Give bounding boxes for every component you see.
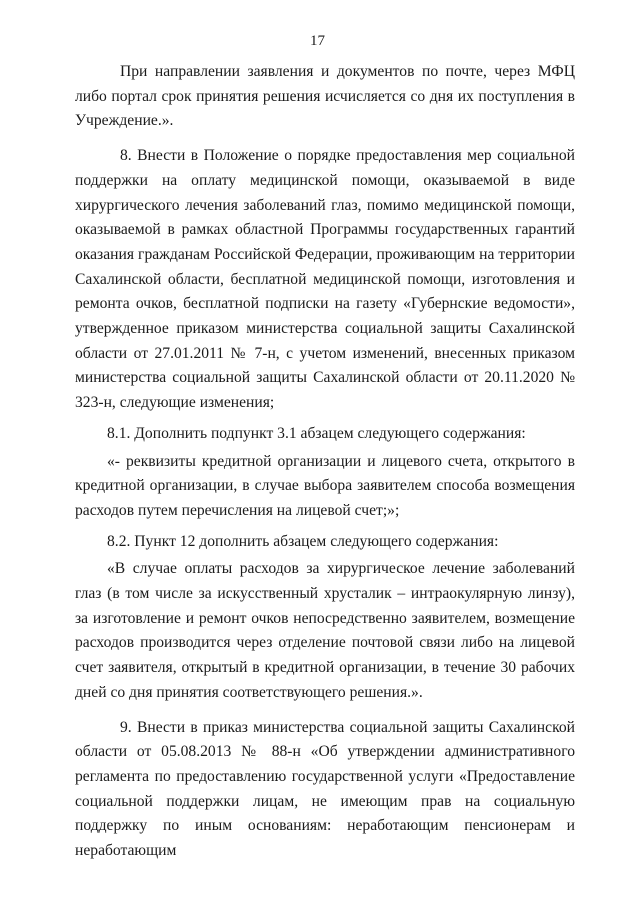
- paragraph-mfc-deadline: При направлении заявления и документов по почте, через МФЦ либо портал срок принятия решения исчисляется со дня их поступления в Учреждение.».: [75, 63, 575, 130]
- paragraph-item-9: 9. Внести в приказ министерства социальной защиты Сахалинской области от 05.08.2013 № 88-н «Об утверждении административного регламента по предоставлению государственной услуги «Предоставление социальной поддержки лицам, не имеющим прав на социальную поддержку по иным основаниям: неработающим пенсионерам и неработающим: [75, 718, 575, 860]
- document-body: [75, 60, 575, 864]
- paragraph-quote-bank-details: «- реквизиты кредитной организации и лицевого счета, открытого в кредитной организации, в случае выбора заявителем способа возмещения расходов путем перечисления на лицевой счет;»;: [75, 452, 575, 519]
- paragraph-item-8: 8. Внести в Положение о порядке предоставления мер социальной поддержки на оплату медицинской помощи, оказываемой в виде хирургического лечения заболеваний глаз, помимо медицинской помощи, оказываемой в рамках областной Программы государственных гарантий оказания гражданам Российской Федерации, проживающим на территории Сахалинской области, бесплатной медицинской помощи, изготовления и ремонта очков, бесплатной подписки на газету «Губернские ведомости», утвержденное приказом министерства социальной защиты Сахалинской области от 27.01.2011 № 7-н, с учетом изменений, внесенных приказом министерства социальной защиты Сахалинской области от 20.11.2020 № 323-н, следующие изменения;: [75, 147, 575, 412]
- paragraph-item-8-1: 8.1. Дополнить подпункт 3.1 абзацем следующего содержания:: [107, 424, 526, 442]
- page-number: 17: [310, 33, 325, 49]
- paragraph-quote-reimbursement: «В случае оплаты расходов за хирургическое лечение заболеваний глаз (в том числе за искусственный хрусталик – интраокулярную линзу), за изготовление и ремонт очков непосредственно заявителем, возмещение расходов производится через отделение почтовой связи либо на лицевой счет заявителя, открытый в кредитной организации, в течение 30 рабочих дней со дня принятия соответствующего решения.».: [75, 560, 575, 701]
- paragraph-item-8-2: 8.2. Пункт 12 дополнить абзацем следующего содержания:: [107, 532, 499, 550]
